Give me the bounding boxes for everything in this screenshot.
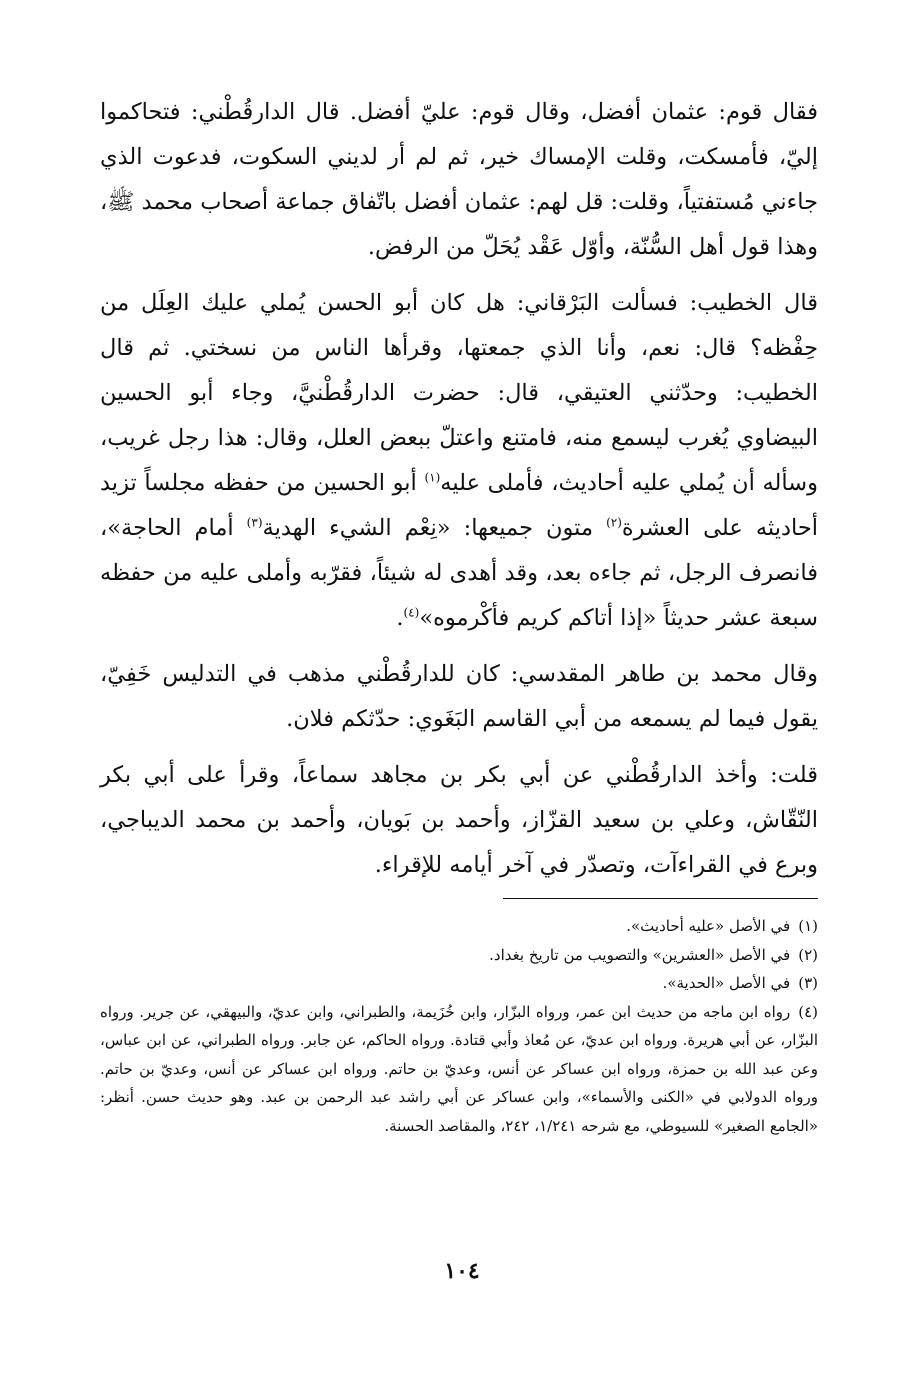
page-body bbox=[100, 90, 818, 899]
footnote-text: في الأصل «العشرين» والتصويب من تاريخ بغداد. bbox=[489, 945, 791, 964]
paragraph-2-text-e: . bbox=[396, 605, 404, 631]
footnote-ref-1: (١) bbox=[424, 470, 441, 485]
paragraph-2-text-d: أمام الحاجة»، فانصرف الرجل، ثم جاءه بعد، وقد أهدى له شيئاً، فقرّبه وأملى عليه من حفظه سبعة عشر حديثاً «إذا أتاكم كريم فأكْرموه» bbox=[100, 515, 818, 631]
paragraph-1: فقال قوم: عثمان أفضل، وقال قوم: عليّ أفضل. قال الدارقُطْني: فتحاكموا إليّ، فأمسكت، وقلت الإمساك خير، ثم لم أر لديني السكوت، فدعوت الذي جاءني مُستفتياً، وقلت: قل لهم: عثمان أفضل باتّفاق جماعة أصحاب محمد ﷺ، وهذا قول أهل السُّنّة، وأوّل عَقْد يُحَلّ من الرفض. bbox=[100, 99, 818, 260]
footnote-number: (١) bbox=[798, 917, 818, 935]
footnote-number: (٤) bbox=[798, 1002, 819, 1021]
paragraph-2-text-c: متون جميعها: «نِعْم الشيء الهدية bbox=[262, 515, 607, 541]
footnote-text: في الأصل «الحدية». bbox=[662, 974, 791, 992]
footnote-ref-2: (٢) bbox=[606, 515, 622, 530]
paragraph-2-text-a: قال الخطيب: فسألت البَرْقاني: هل كان أبو الحسن يُملي عليك العِلَل من حِفْظه؟ قال: نعم، وأنا الذي جمعتها، وقرأها الناس من نسختي. ثم قال الخطيب: وحدّثني العتيقي، قال: حضرت الدارقُطْنيَّ، وجاء أبو الحسين البيضاوي يُغرب ليسمع منه، فامتنع واعتلّ ببعض العلل، وقال: هذا رجل غريب، وسأله أن يُملي عليه أحاديث، فأملى عليه bbox=[100, 290, 818, 496]
footnote-ref-4: (٤) bbox=[403, 605, 420, 620]
footnote-text: في الأصل «عليه أحاديث». bbox=[626, 917, 791, 935]
footnote-number: (٣) bbox=[798, 974, 818, 992]
page-number: ١٠٤ bbox=[444, 1258, 480, 1284]
footnote-separator bbox=[503, 898, 818, 899]
footnote-number: (٢) bbox=[798, 945, 818, 964]
paragraph-3: وقال محمد بن طاهر المقدسي: كان للدارقُطْني مذهب في التدليس خَفِيّ، يقول فيما لم يسمعه من أبي القاسم البَغَوي: حدّثكم فلان. bbox=[100, 661, 818, 732]
footnotes bbox=[100, 912, 818, 1140]
footnote-ref-3: (٣) bbox=[246, 515, 263, 530]
footnote-3 bbox=[100, 969, 818, 998]
footnote-text: رواه ابن ماجه من حديث ابن عمر، ورواه البزّار، وابن خُزَيمة، والطبراني، وابن عديّ، والبيهقي، عن جرير. ورواه البزّار، عن أبي هريرة. ورواه ابن عديّ، عن مُعاذ وأبي قتادة. ورواه الحاكم، عن جابر. ورواه الطبراني، عن ابن عباس، وعن عبد الله بن حمزة، ورواه ابن عساكر عن أنس، وعديّ بن حاتم. ورواه ابن عساكر عن أنس، وعديّ بن حاتم. ورواه الدولابي في «الكنى والأسماء»، وابن عساكر عن أبي راشد عبد الرحمن بن عبد. وهو حديث حسن. أنظر: «الجامع الصغير» للسيوطي، مع شرحه ١/٢٤١، ٢٤٢، والمقاصد الحسنة. bbox=[100, 1002, 818, 1135]
footnote-1 bbox=[100, 912, 818, 941]
footnote-4 bbox=[100, 998, 818, 1141]
paragraph-2-text-b: أبو الحسين من حفظه مجلساً تزيد أحاديثه على العشرة bbox=[100, 470, 818, 541]
footnote-2 bbox=[100, 941, 818, 970]
paragraph-4: قلت: وأخذ الدارقُطْني عن أبي بكر بن مجاهد سماعاً، وقرأ على أبي بكر النّقّاش، وعلي بن سعيد القزّاز، وأحمد بن بَويان، وأحمد بن محمد الديباجي، وبرع في القراءآت، وتصدّر في آخر أيامه للإقراء. bbox=[100, 762, 818, 878]
paragraph-2 bbox=[100, 281, 818, 641]
